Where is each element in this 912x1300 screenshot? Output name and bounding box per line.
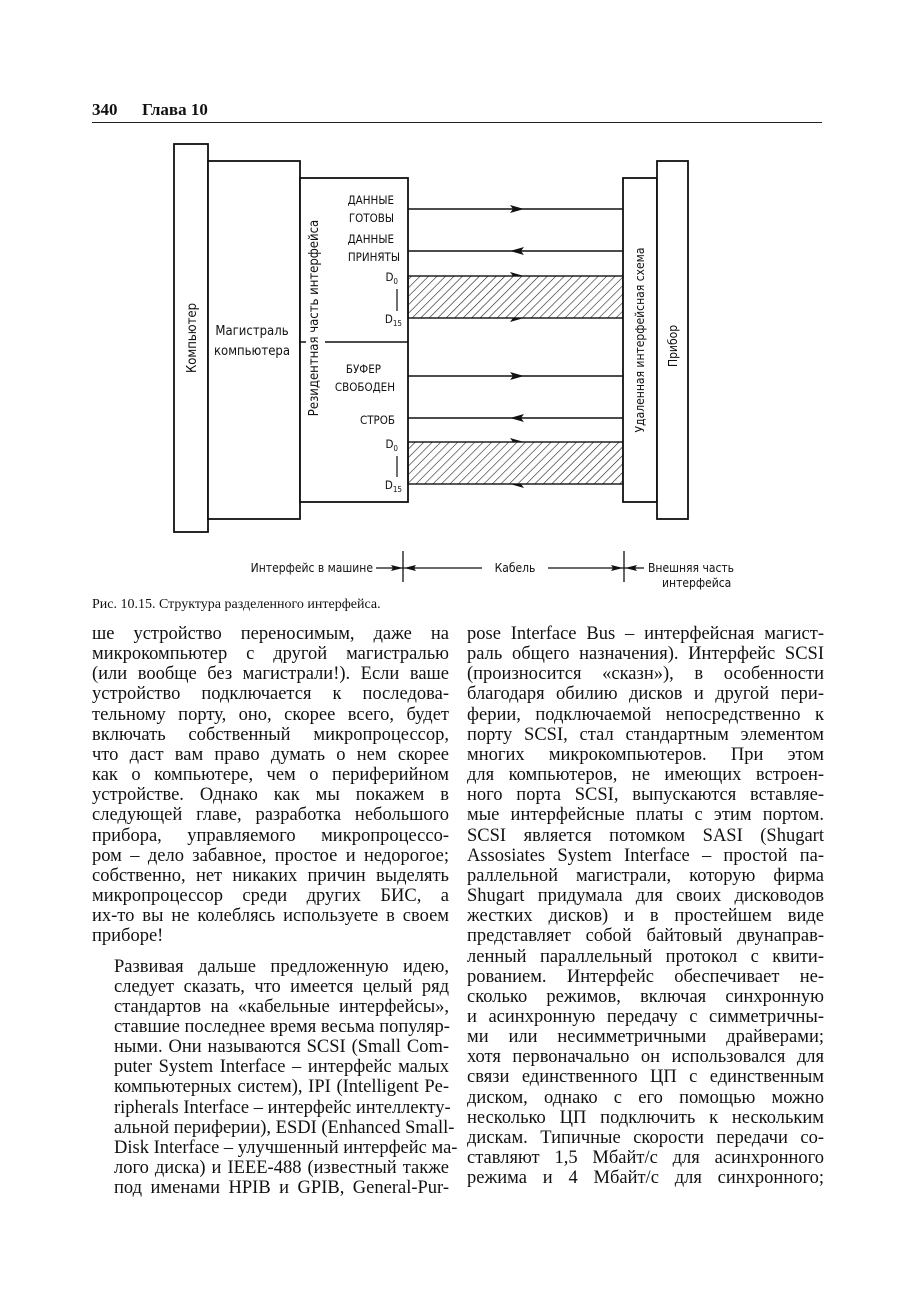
text-line: хотя первоначально он использовался для — [467, 1047, 824, 1068]
text-line: несколько ЦП подключить к нескольким — [467, 1107, 824, 1128]
signal-strobe: СТРОБ — [359, 413, 395, 427]
computer-label: Компьютер — [185, 302, 200, 374]
signal-data-accepted-2: ПРИНЯТЫ — [347, 250, 400, 264]
text-line: альной периферии), ESDI (Enhanced Small- — [114, 1117, 455, 1138]
signal-d15-bottom: $D_{15}$ — [384, 478, 402, 494]
device-label: Прибор — [666, 324, 680, 368]
text-line: ленный параллельный протокол с квити- — [467, 946, 824, 967]
computer-bus-block — [208, 161, 300, 519]
text-line: для компьютеров, не имеющих встроен- — [467, 765, 824, 786]
text-line: приборе! — [92, 926, 164, 947]
chapter-title: Глава 10 — [142, 100, 208, 119]
text-line: включать собственный микропроцессор, — [92, 724, 449, 745]
text-line: раль общего назначения). Интерфейс SCSI — [467, 644, 824, 665]
figure-caption: Рис. 10.15. Структура разделенного интерфейса. — [92, 597, 381, 612]
text-line: устройство подключается к последова- — [92, 684, 449, 705]
text-line: благодаря обилию дисков и другой пери- — [467, 684, 824, 705]
text-line: puter System Interface – интерфейс малых — [114, 1057, 449, 1078]
text-line: ripherals Interface – интерфейс интеллекту- — [114, 1097, 451, 1118]
text-line: прибора, управляемого микропроцессо- — [92, 825, 449, 846]
computer-bus-label-1: Магистраль — [215, 324, 289, 339]
text-line: следует сказать, что имеется целый ряд — [114, 976, 449, 997]
legend-external-1: Внешняя часть — [648, 561, 735, 575]
legend-cable: Кабель — [494, 561, 536, 575]
paragraph — [92, 624, 449, 947]
paragraph — [92, 956, 458, 1199]
text-line: устройстве. Однако как мы покажем в — [92, 785, 449, 806]
text-line: под именами HPIB и GPIB, General-Pur- — [114, 1178, 449, 1199]
text-line: ставляют 1,5 Мбайт/с для асинхронного — [467, 1148, 824, 1169]
text-line: что даст вам право думать о нем скорее — [92, 744, 449, 765]
text-line: дискам. Типичные скорости передачи со- — [467, 1127, 824, 1148]
paragraph — [467, 624, 824, 1188]
text-line: тельному порту, оно, скорее всего, будет — [92, 704, 449, 725]
text-line: (произносится «сказн»), в особенности — [467, 664, 824, 685]
text-line: (или вообще без магистрали!). Если ваше — [92, 664, 449, 685]
text-line: ром – дело забавное, простое и недорогое; — [92, 845, 449, 866]
text-line: сколько режимов, включая синхронную — [467, 986, 824, 1007]
text-line: следующей главе, разработка небольшого — [92, 805, 449, 826]
text-line: Assosiates System Interface – простой па- — [467, 845, 824, 866]
text-line: ставшие последнее время весьма популяр- — [114, 1016, 450, 1037]
text-line: их-то вы не колеблясь используете в своем — [92, 906, 449, 927]
text-line: Развивая дальше предложенную идею, — [114, 956, 449, 977]
text-line: мые интерфейсные платы с этим портом. — [467, 805, 824, 826]
text-line: pose Interface Bus – интерфейсная магист- — [467, 624, 824, 644]
signal-data-accepted-1: ДАННЫЕ — [347, 232, 394, 246]
text-line: жестких дисков) и в простейшем виде — [467, 906, 824, 927]
text-line: SCSI является потомком SASI (Shugart — [467, 825, 824, 846]
text-line: режима и 4 Мбайт/с для синхронного; — [467, 1168, 824, 1189]
remote-interface-label: Удаленная интерфейсная схема — [633, 247, 647, 433]
data-bus-bottom — [408, 442, 623, 484]
text-line: стандартов на «кабельные интерфейсы», — [114, 996, 449, 1017]
text-line: компьютерных систем), IPI (Intelligent Pe- — [114, 1077, 449, 1098]
signal-data-ready-2: ГОТОВЫ — [348, 211, 394, 225]
text-line: представляет собой байтовый двунаправ- — [467, 926, 824, 947]
text-line: микропроцессор среди других БИС, а — [92, 886, 449, 907]
left-column — [92, 624, 458, 1199]
data-bus-top — [408, 276, 623, 318]
text-line: собственно, нет никаких причин выделять — [92, 865, 449, 886]
text-line: ше устройство переносимым, даже на — [92, 624, 449, 644]
signal-buffer-free-1: БУФЕР — [345, 362, 381, 376]
signal-d0-top: $D_0$ — [385, 270, 398, 286]
signal-d15-top: $D_{15}$ — [384, 312, 402, 328]
text-line: рованием. Интерфейс обеспечивает не- — [467, 966, 824, 987]
text-line: ного порта SCSI, выпускаются вставляе- — [467, 785, 824, 806]
page-number: 340 — [92, 100, 118, 119]
text-line: ми или несимметричными драйверами; — [467, 1027, 824, 1048]
text-line: диском, однако с его помощью можно — [467, 1087, 824, 1108]
text-line: раллельной магистрали, которую фирма — [467, 865, 824, 886]
text-line: и асинхронную передачу с симметричны- — [467, 1006, 824, 1027]
resident-interface-label: Резидентная часть интерфейса — [307, 219, 322, 417]
text-line: как о компьютере, чем о периферийном — [92, 765, 449, 786]
text-line: связи единственного ЦП с единственным — [467, 1067, 824, 1088]
legend-external-2: интерфейса — [662, 576, 732, 590]
signal-data-ready-1: ДАННЫЕ — [347, 193, 394, 207]
signal-d0-bottom: $D_0$ — [385, 437, 398, 453]
text-line: ными. Они называются SCSI (Small Com- — [114, 1037, 449, 1058]
text-line: Shugart придумала для своих дисководов — [467, 886, 824, 907]
right-column — [467, 624, 824, 1188]
signal-buffer-free-2: СВОБОДЕН — [334, 380, 395, 394]
legend-in-machine: Интерфейс в машине — [250, 561, 373, 575]
computer-bus-label-2: компьютера — [213, 344, 291, 359]
text-line: микрокомпьютер с другой магистралью — [92, 644, 449, 665]
split-interface-diagram — [0, 0, 912, 600]
text-line: порту SCSI, стал стандартным элементом — [467, 724, 824, 745]
text-line: многих микрокомпьютеров. При этом — [467, 744, 824, 765]
text-line: Disk Interface – улучшенный интерфейс ма- — [114, 1137, 458, 1158]
text-line: лого диска) и IEEE-488 (известный также — [114, 1158, 449, 1179]
text-line: ферии, подключаемой непосредственно к — [467, 704, 824, 725]
